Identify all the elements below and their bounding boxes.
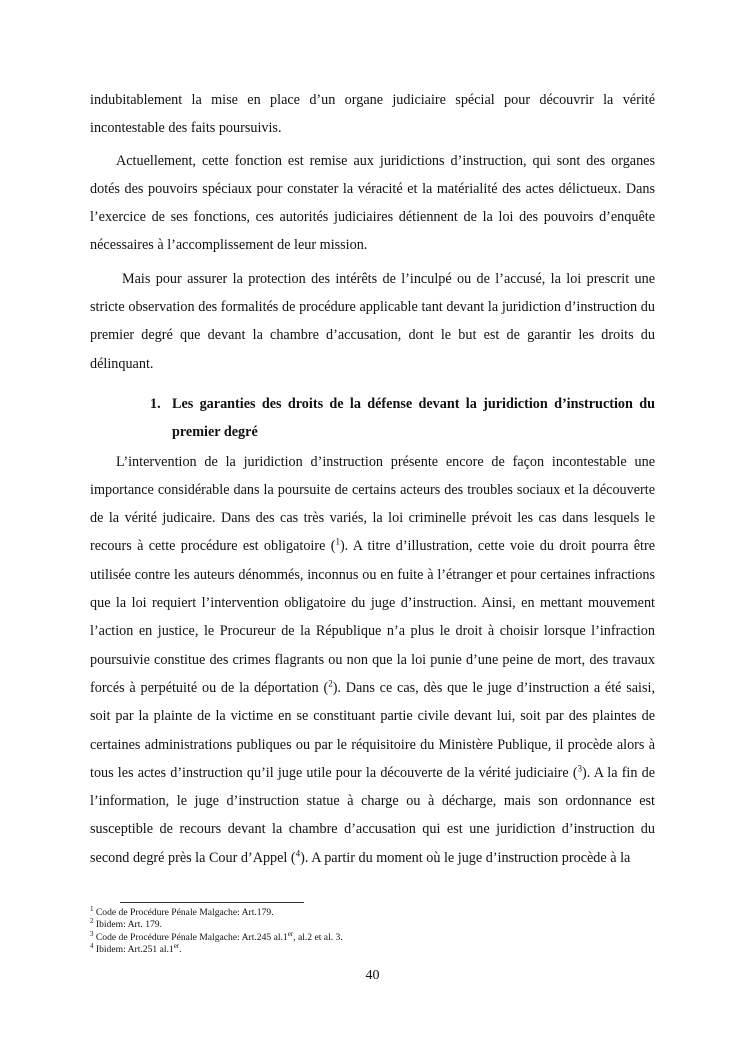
footnote-mark: 3 bbox=[90, 929, 94, 938]
paragraph-2: Actuellement, cette fonction est remise aux juridictions d’instruction, qui sont des organes dotés des pouvoirs spéciaux pour constater la véracité et la matérialité des actes délictueux. Dans l’exercice de ses fonctions, ces autorités judiciaires détiennent de la loi des pouvoirs d’enquête nécessaires à l’accomplissement de leur mission. bbox=[90, 152, 655, 254]
footnote-2 bbox=[90, 919, 660, 931]
footnote-text: Code de Procédure Pénale Malgache: Art.179. bbox=[93, 907, 274, 918]
footnote-mark: 2 bbox=[90, 917, 94, 926]
footnote-ref-2[interactable]: 2 bbox=[328, 678, 333, 689]
footnote-superscript: er bbox=[173, 942, 180, 951]
footnote-tail: . bbox=[179, 944, 182, 956]
section-heading-number: 1. bbox=[150, 395, 161, 412]
paragraph-1: indubitablement la mise en place d’un organe judiciaire spécial pour découvrir la vérité incontestable des faits poursuivis. bbox=[90, 92, 655, 137]
paragraph-4 bbox=[90, 448, 655, 872]
footnote-ref-1[interactable]: 1 bbox=[335, 536, 340, 547]
paragraph-3: Mais pour assurer la protection des intérêts de l’inculpé ou de l’accusé, la loi prescrit une stricte observation des formalités de procédure applicable tant devant la juridiction d’instruction du premier degré que devant la chambre d’accusation, dont le but est de garantir les droits du délinquant. bbox=[90, 270, 655, 372]
footnote-tail: , al.2 et al. 3. bbox=[293, 931, 343, 943]
footnote-text: Code de Procédure Pénale Malgache: Art.245 al.1 bbox=[93, 931, 288, 943]
paragraph-4-part-3: ). Dans ce cas, dès que le juge d’instruction a été saisi, soit par la plainte de la victime en se constituant partie civile devant lui, soit par des plaintes de certaines administrations publiques ou par le réquisitoire du Ministère Publique, il procède alors à tous les actes d’instruction qu’il juge utile pour la découverte de la vérité judiciaire ( bbox=[90, 679, 655, 781]
page-number: 40 bbox=[365, 968, 380, 983]
footnotes bbox=[90, 904, 660, 957]
paragraph-4-part-4: ). A la fin de l’information, le juge d’instruction statue à charge ou à décharge, mais son ordonnance est susceptible de recours devant la chambre d’accusation qui est une juridiction d’instruction du second degré près la Cour d’Appel ( bbox=[90, 764, 655, 866]
footnote-ref-3[interactable]: 3 bbox=[577, 763, 583, 774]
section-heading bbox=[150, 390, 655, 447]
paragraph-4-part-2: ). A titre d’illustration, cette voie du droit pourra être utilisée contre les auteurs dénommés, inconnus ou en fuite à l’étranger et pour certaines infractions que la loi requiert l’intervention obligatoire du juge d’instruction. Ainsi, en mettant mouvement l’action en justice, le Procureur de la République n’a plus le droit à choisir lorsque l’infraction poursuivie constitue des crimes flagrants ou non que la loi punie d’une peine de mort, des travaux forcés à perpétuité ou de la déportation ( bbox=[90, 538, 655, 696]
footnote-mark: 4 bbox=[90, 942, 94, 951]
footnote-separator bbox=[120, 902, 304, 903]
footnote-text: Ibidem: Art.251 al.1 bbox=[93, 944, 174, 956]
footnote-4 bbox=[90, 944, 660, 956]
section-heading-text: Les garanties des droits de la défense devant la juridiction d’instruction du premier degré bbox=[172, 395, 655, 441]
paragraph-4-part-5: ). A partir du moment où le juge d’instruction procède à la bbox=[300, 849, 631, 866]
footnote-superscript: er bbox=[287, 929, 294, 938]
paragraph-4-part-1: L’intervention de la juridiction d’instruction présente encore de façon incontestable une importance considérable dans la poursuite de certains acteurs des troubles sociaux et la découverte de la vérité judicaire. Dans des cas très variés, la loi criminelle prévoit les cas dans lesquels le recours à cette procédure est obligatoire ( bbox=[90, 453, 655, 555]
footnote-mark: 1 bbox=[90, 904, 94, 913]
footnote-text: Ibidem: Art. 179. bbox=[93, 919, 162, 931]
footnote-1 bbox=[90, 904, 660, 919]
footnote-ref-4[interactable]: 4 bbox=[295, 847, 301, 858]
